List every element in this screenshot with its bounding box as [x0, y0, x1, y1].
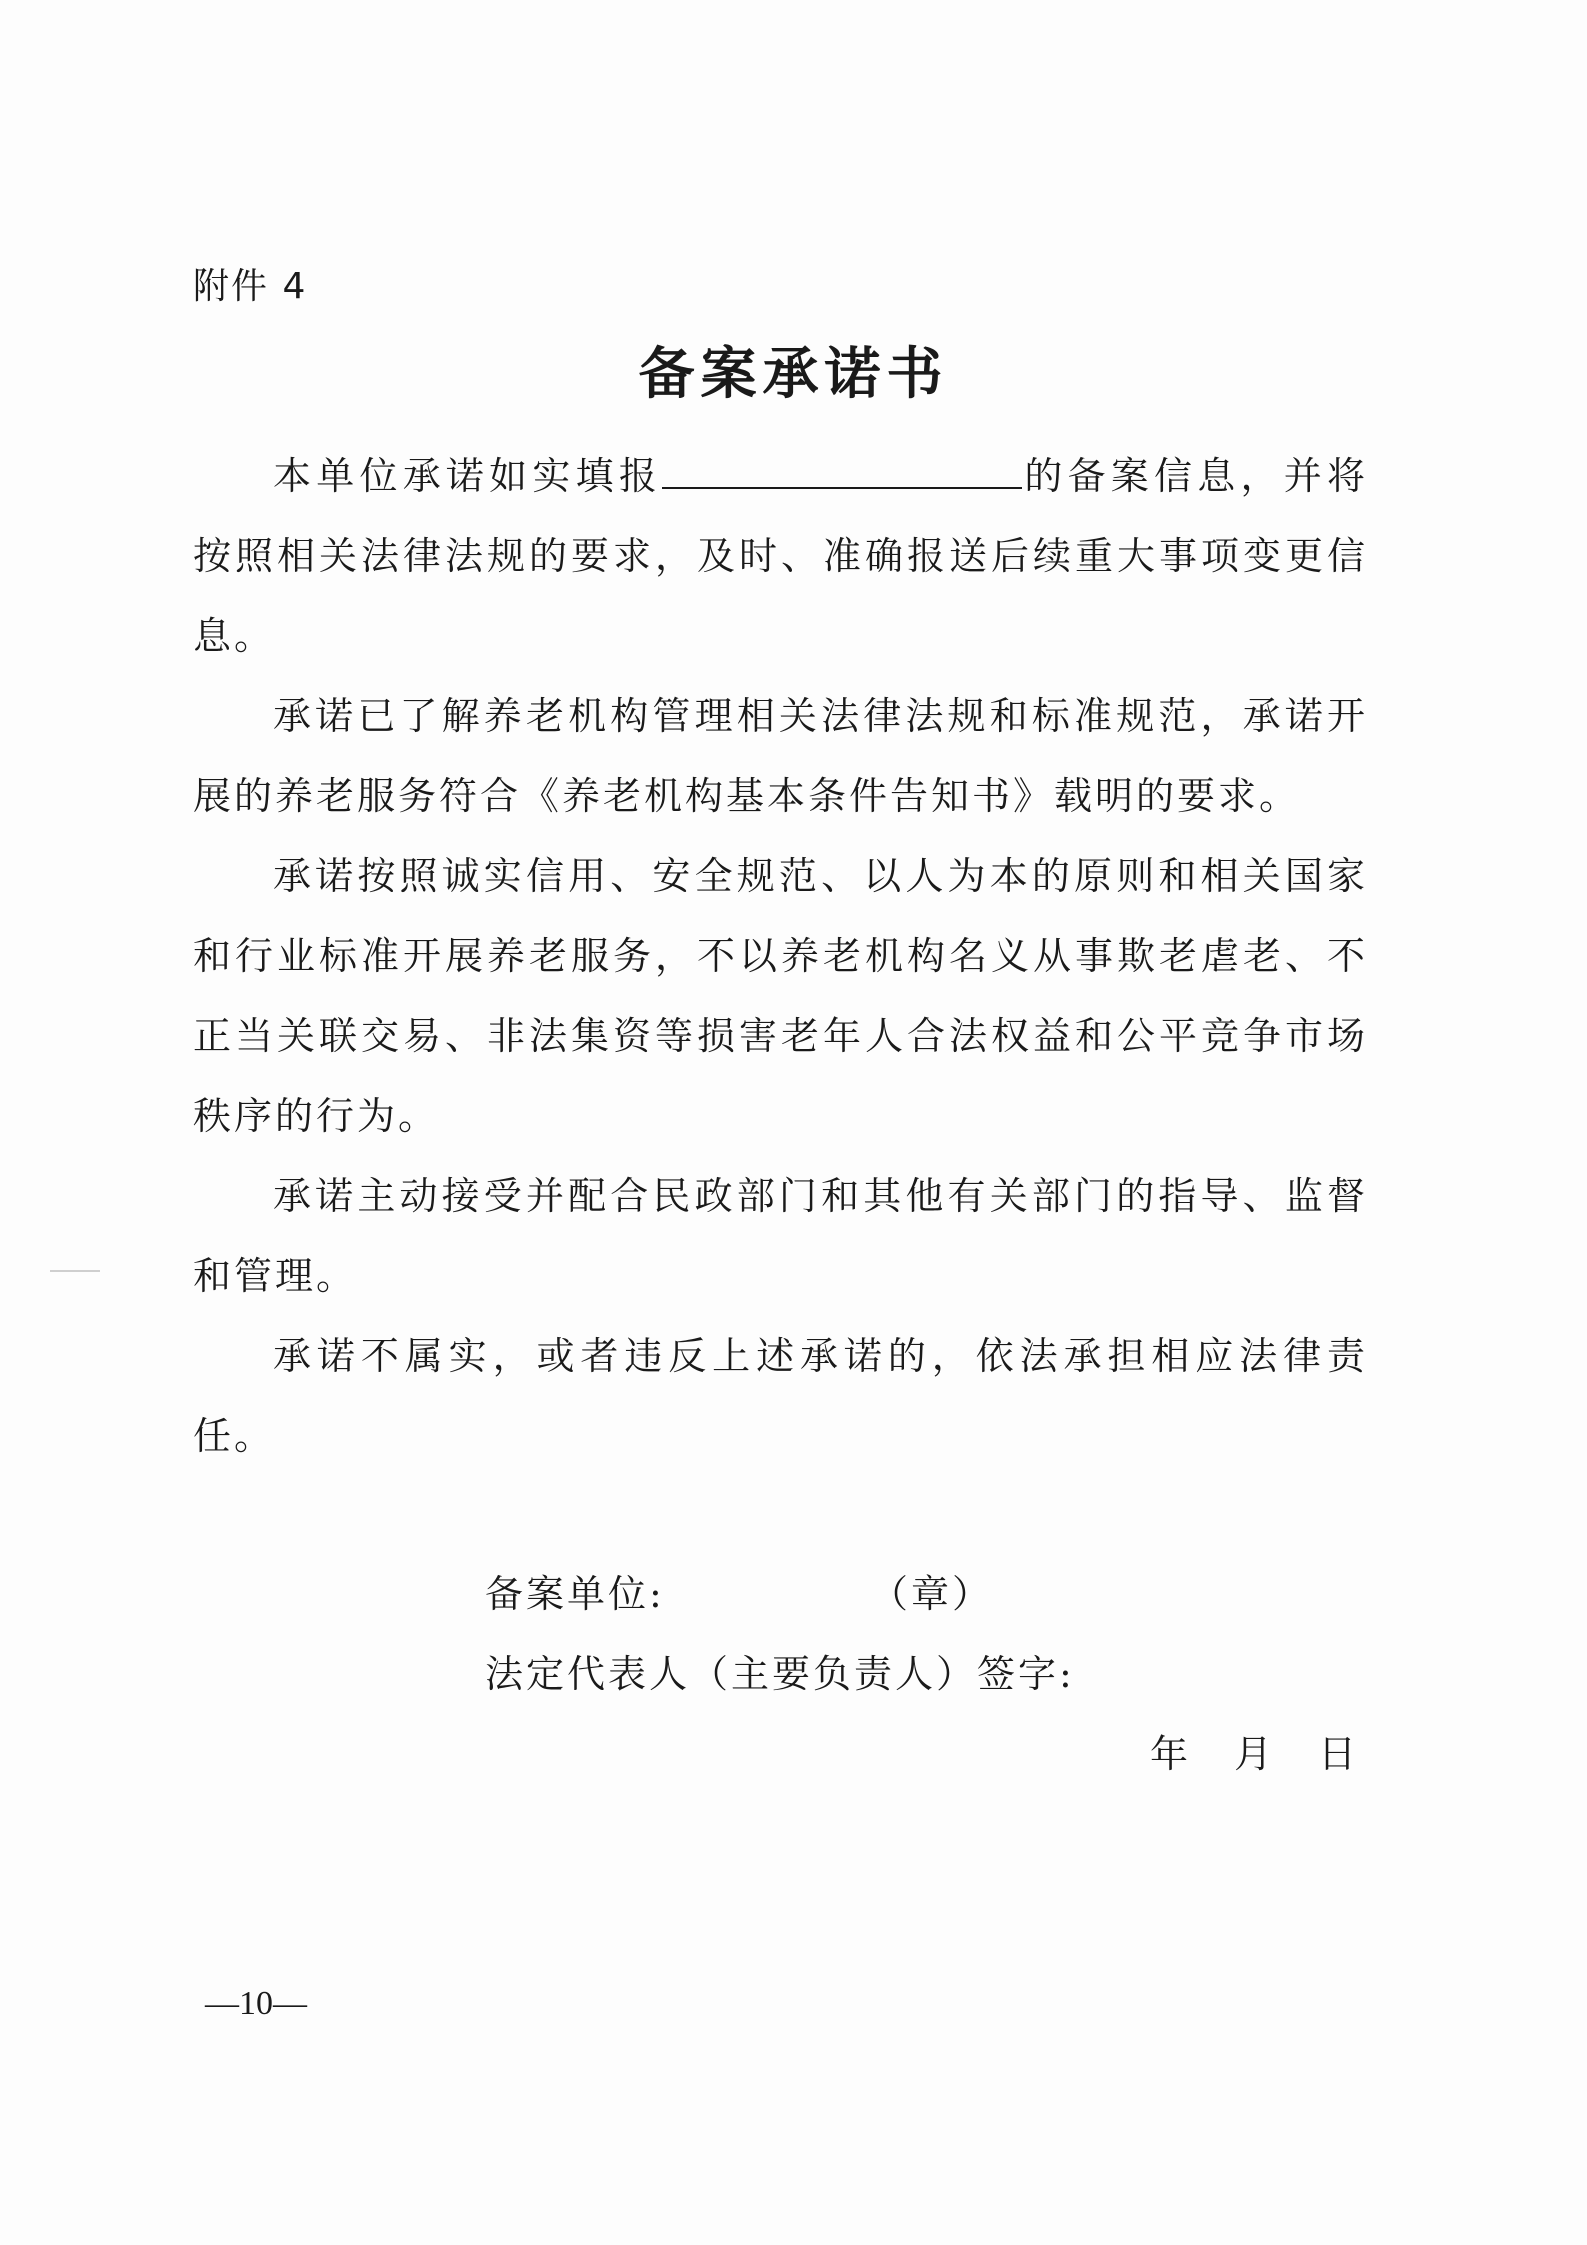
document-body: [193, 436, 1368, 1476]
paragraph-1: [193, 436, 1368, 676]
paragraph-5: 承诺不属实，或者违反上述承诺的，依法承担相应法律责任。: [193, 1334, 1368, 1458]
paragraph-1-lead: 本单位承诺如实填报: [273, 454, 663, 498]
paragraph-3: 承诺按照诚实信用、安全规范、以人为本的原则和相关国家和行业标准开展养老服务，不以养老机构名义从事欺老虐老、不正当关联交易、非法集资等损害老年人合法权益和公平竞争市场秩序的行为。: [193, 854, 1368, 1138]
document-title: 备案承诺书: [638, 342, 949, 407]
paragraph-1-tail: 的备案信息，并将按照相关法律法规的要求，及时、准确报送后续重大事项变更信息。: [193, 454, 1368, 658]
paragraph-4: 承诺主动接受并配合民政部门和其他有关部门的指导、监督和管理。: [193, 1174, 1368, 1298]
attachment-label: 附件 4: [193, 266, 308, 307]
filing-unit-label: 备案单位:: [485, 1572, 665, 1616]
date-label: 年 月 日: [1150, 1732, 1360, 1776]
representative-signature-label: 法定代表人（主要负责人）签字:: [485, 1652, 1075, 1696]
page-number: —10—: [205, 1985, 307, 2022]
scan-mark: [50, 1270, 100, 1272]
paragraph-2: 承诺已了解养老机构管理相关法律法规和标准规范，承诺开展的养老服务符合《养老机构基本条件告知书》载明的要求。: [193, 694, 1368, 818]
stamp-label: （章）: [870, 1572, 994, 1616]
fill-in-blank[interactable]: [662, 447, 1022, 489]
